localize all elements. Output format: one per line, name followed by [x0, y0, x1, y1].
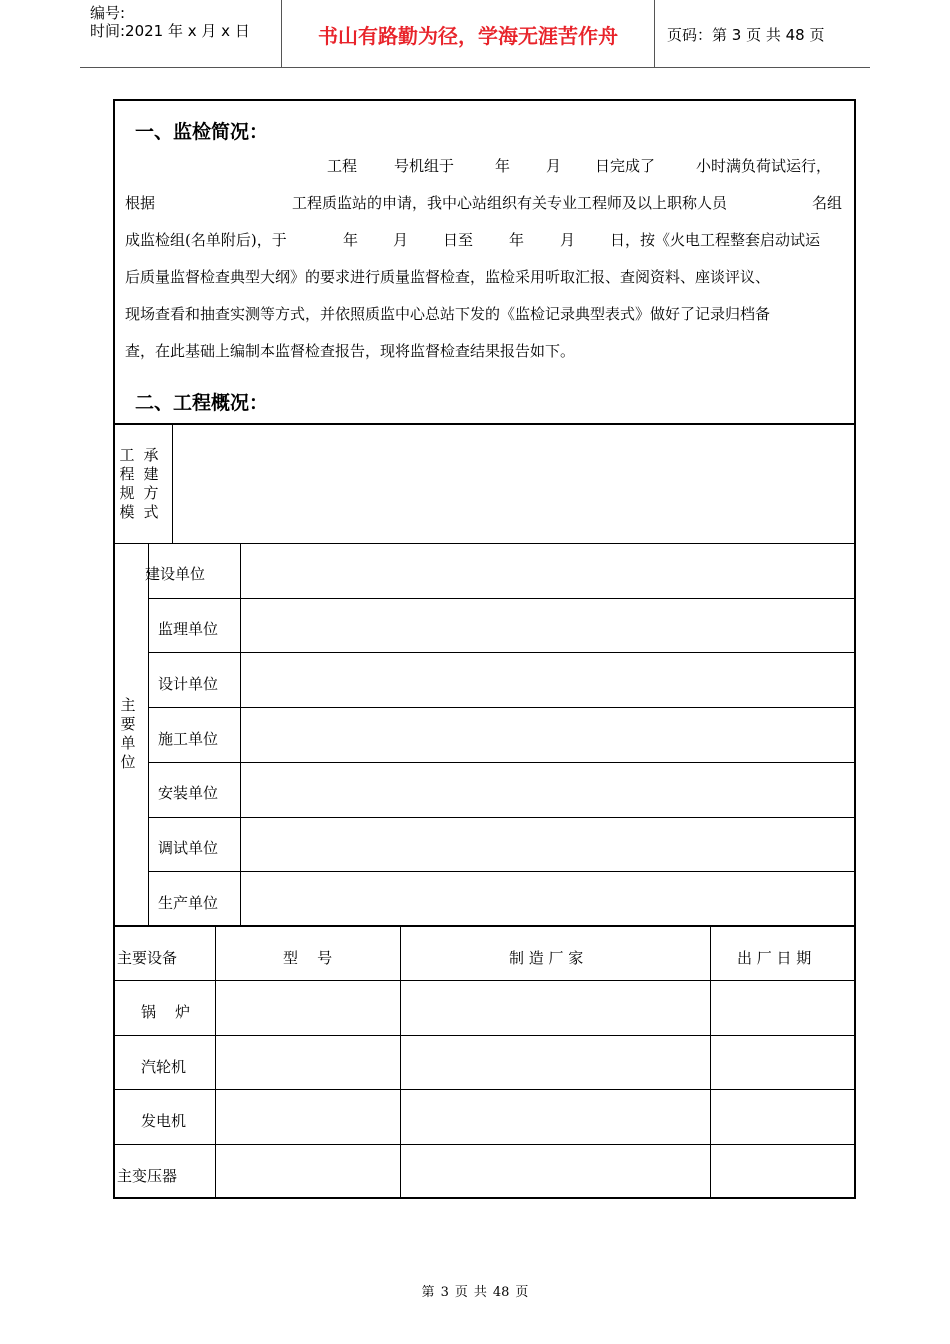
divider [240, 543, 241, 926]
text-fragment: 查，在此基础上编制本监督检查报告，现将监督检查结果报告如下。 [125, 342, 576, 360]
equipment-boiler: 锅 炉 [141, 1003, 191, 1021]
footer-text: 页 [515, 1285, 529, 1300]
body-line-4 [125, 259, 847, 296]
section-1-title: 一、监检简况： [135, 121, 269, 143]
scale-label-b [143, 446, 159, 522]
divider [148, 652, 854, 653]
text-fragment: 工程 [327, 157, 358, 175]
equipment-header-main: 主要设备 [117, 949, 178, 967]
equipment-header-date: 出 厂 日 期 [737, 949, 812, 967]
section-2-title: 二、工程概况： [135, 392, 269, 414]
body-line-2 [125, 185, 847, 222]
text-fragment: 小时满负荷试运行， [696, 157, 832, 175]
equipment-generator: 发电机 [141, 1112, 187, 1130]
unit-design: 设计单位 [158, 675, 219, 693]
label-char: 要 [120, 715, 136, 733]
header-motto: 书山有路勤为径，学海无涯苦作舟 [282, 0, 655, 68]
divider [710, 927, 711, 1199]
divider [115, 1035, 854, 1036]
equipment-turbine: 汽轮机 [141, 1058, 187, 1076]
footer-text: 共 [473, 1285, 487, 1300]
divider [148, 762, 854, 763]
label-char: 程 [119, 465, 135, 483]
divider [172, 425, 173, 543]
page-header [80, 0, 870, 68]
footer-page-total: 48 [492, 1285, 510, 1300]
label-char: 主 [120, 696, 136, 714]
header-meta [80, 0, 282, 68]
label-char: 位 [120, 753, 136, 771]
text-fragment: 现场查看和抽查实测等方式，并依照质监中心总站下发的《监检记录典型表式》做好了记录归档备 [125, 305, 771, 323]
divider [148, 871, 854, 872]
unit-production: 生产单位 [158, 894, 219, 912]
divider [148, 817, 854, 818]
body-line-6 [125, 333, 847, 370]
unit-construction-contractor: 施工单位 [158, 730, 219, 748]
unit-commissioning: 调试单位 [158, 839, 219, 857]
label-char: 承 [143, 446, 159, 464]
page-footer [0, 1281, 950, 1300]
divider [115, 543, 854, 544]
text-fragment: 年 [509, 231, 525, 249]
divider [148, 707, 854, 708]
divider [115, 1089, 854, 1090]
text-fragment: 年 [495, 157, 511, 175]
text-fragment: 名组 [812, 194, 843, 212]
section-1-body [125, 148, 847, 370]
divider [115, 980, 854, 981]
divider [115, 925, 854, 927]
divider [400, 927, 401, 1199]
number-label: 编号: [90, 4, 126, 22]
text-fragment: 工程质监站的申请，我中心站组织有关专业工程师及以上职称人员 [292, 194, 728, 212]
body-line-5 [125, 296, 847, 333]
scale-label-a [119, 446, 135, 522]
label-char: 建 [143, 465, 159, 483]
label-char: 模 [119, 503, 135, 521]
unit-installation: 安装单位 [158, 784, 219, 802]
text-fragment: 日完成了 [595, 157, 656, 175]
text-fragment: 日，按《火电工程整套启动试运 [610, 231, 821, 249]
report-frame [113, 99, 856, 1199]
label-char: 规 [119, 484, 135, 502]
divider [148, 598, 854, 599]
body-line-3 [125, 222, 847, 259]
footer-text: 第 [421, 1285, 435, 1300]
footer-text: 页 [454, 1285, 468, 1300]
label-char: 工 [119, 446, 135, 464]
label-char: 式 [143, 503, 159, 521]
header-page-info: 页码：第 3 页 共 48 页 [667, 25, 825, 44]
text-fragment: 月 [393, 231, 409, 249]
equipment-header-model: 型 号 [283, 949, 333, 967]
text-fragment: 月 [546, 157, 562, 175]
text-fragment: 成监检组(名单附后)，于 [125, 231, 287, 249]
label-char: 方 [143, 484, 159, 502]
text-fragment: 日至 [443, 231, 474, 249]
footer-page-number: 3 [440, 1285, 449, 1300]
body-line-1 [125, 148, 847, 185]
text-fragment: 后质量监督检查典型大纲》的要求进行质量监督检查，监检采用听取汇报、查阅资料、座谈评议、 [125, 268, 771, 286]
label-char: 单 [120, 734, 136, 752]
text-fragment: 月 [560, 231, 576, 249]
text-fragment: 号机组于 [394, 157, 455, 175]
text-fragment: 根据 [125, 194, 156, 212]
divider [115, 1144, 854, 1145]
equipment-header-manufacturer: 制 造 厂 家 [509, 949, 584, 967]
unit-construction: 建设单位 [145, 565, 206, 583]
time-label: 时间:2021 年 x 月 x 日 [90, 22, 250, 40]
divider [115, 423, 854, 425]
unit-supervision: 监理单位 [158, 620, 219, 638]
units-group-label [120, 696, 136, 772]
divider [215, 927, 216, 1199]
equipment-main-transformer: 主变压器 [117, 1167, 178, 1185]
text-fragment: 年 [343, 231, 359, 249]
divider [148, 543, 149, 926]
